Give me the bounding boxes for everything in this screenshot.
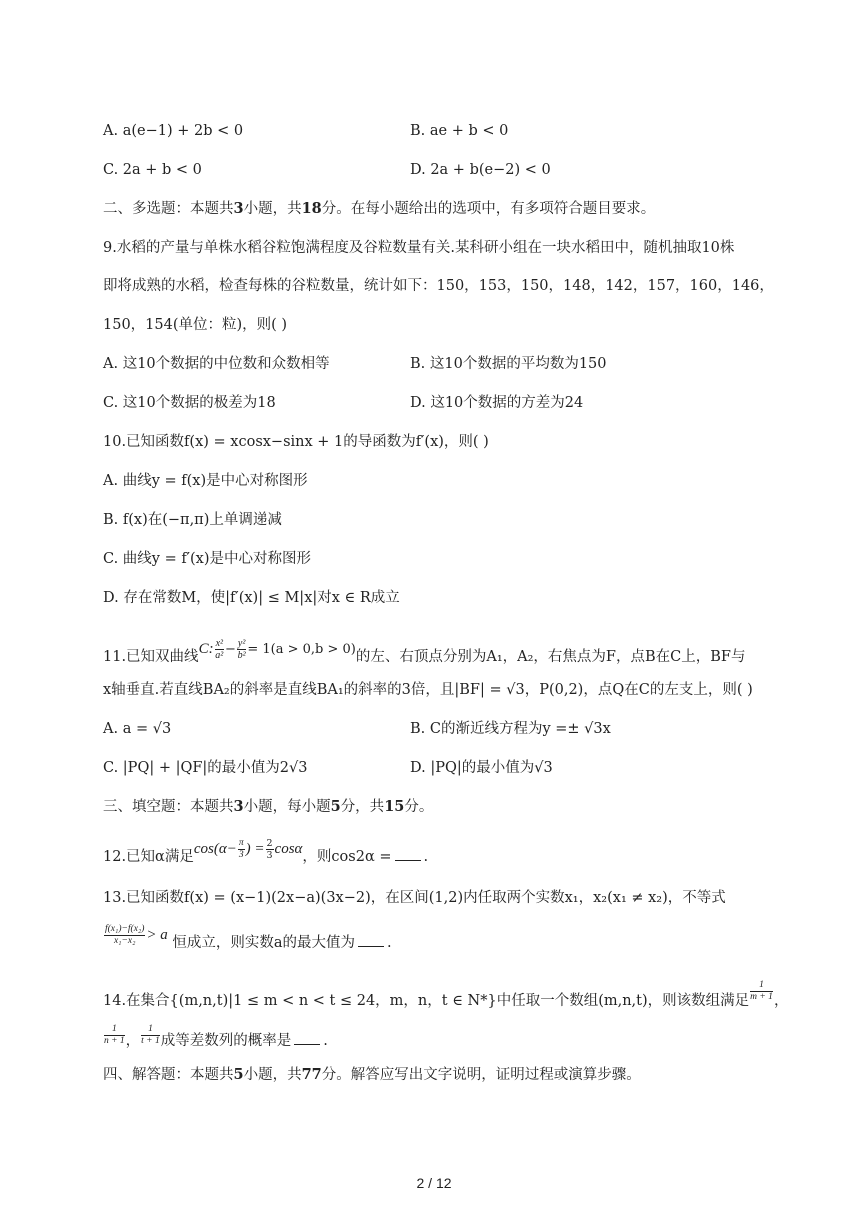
q10-option-c: C. 曲线y = f′(x)是中心对称图形 — [103, 551, 312, 567]
q9-stem-line-2: 即将成熟的水稻，检查每株的谷粒数量，统计如下：150，153，150，148，142，157，160，146， — [103, 278, 774, 294]
q11-stem-line-2: x轴垂直.若直线BA₂的斜率是直线BA₁的斜率的3倍，且|BF| = √3，P(0,2)，点Q在C的左支上，则( ) — [103, 682, 753, 698]
q14-stem-line-2: $\frac{1}{n + 1}$ ， $\frac{1}{t + 1}$ 成等差数列的概率是 . — [104, 1023, 328, 1049]
q11-option-b: B. C的渐近线方程为y =± √3x — [410, 721, 611, 737]
q11-option-d: D. |PQ|的最小值为√3 — [410, 760, 553, 776]
q10-option-a: A. 曲线y = f(x)是中心对称图形 — [103, 473, 308, 489]
q9-option-c: C. 这10个数据的极差为18 — [103, 395, 276, 411]
q9-stem-line-1: 9.水稻的产量与单株水稻谷粒饱满程度及谷粒数量有关.某科研小组在一块水稻田中，随机抽取10株 — [103, 240, 735, 256]
q14-stem-line-1: 14.在集合{(m,n,t)|1 ≤ m < n < t ≤ 24，m，n，t ∈ N*}中任取一个数组(m,n,t)，则该数组满足 $\frac{1}{m + 1}$ ， — [103, 979, 789, 1009]
q10-stem: 10.已知函数f(x) = xcosx−sinx + 1的导函数为f′(x)，则( ) — [103, 434, 489, 450]
q14-answer-blank — [294, 1030, 320, 1045]
q13-answer-blank — [358, 932, 384, 947]
section-2-heading: 二、多选题：本题共3小题，共18分。在每小题给出的选项中，有多项符合题目要求。 — [103, 200, 656, 217]
q10-option-d: D. 存在常数M，使|f′(x)| ≤ M|x|对x ∈ R成立 — [103, 590, 400, 606]
section-3-heading: 三、填空题：本题共3小题，每小题5分，共15分。 — [103, 798, 434, 815]
q12-answer-blank — [395, 846, 421, 861]
page-number: 2 / 12 — [416, 1175, 452, 1191]
q9-option-b: B. 这10个数据的平均数为150 — [410, 356, 607, 372]
q8-option-a: A. a(e−1) + 2b < 0 — [103, 123, 244, 139]
q13-stem-line-2: $\frac{\text{f(x₁)−f(x₂)}}{\text{x₁−x₂}}$ > a 恒成立，则实数a的最大值为 . — [105, 923, 392, 951]
section-4-heading: 四、解答题：本题共5小题，共77分。解答应写出文字说明，证明过程或演算步骤。 — [103, 1066, 641, 1083]
q9-option-a: A. 这10个数据的中位数和众数相等 — [103, 356, 330, 372]
q11-option-a: A. a = √3 — [103, 721, 172, 737]
q10-option-b: B. f(x)在(−π,π)上单调递减 — [103, 512, 282, 528]
q11-stem-line-1: 11.已知双曲线C: $\frac{\text{x²}}{\text{a²}}$ − $\frac{\text{y²}}{\text{b²}}$ = 1(a > 0,b > 0)的左、右顶点分别为A₁，A₂，右焦点为F，点B在C上，BF与 — [103, 638, 746, 665]
q8-option-c: C. 2a + b < 0 — [103, 162, 202, 178]
q9-option-d: D. 这10个数据的方差为24 — [410, 395, 584, 411]
q9-stem-line-3: 150，154(单位：粒)，则( ) — [103, 317, 288, 333]
q12-stem: 12.已知α满足cos(α− $\frac{\pi}{3}$ ) = $\frac{2}{3}$ cosα，则cos2α = . — [103, 837, 429, 865]
q8-option-b: B. ae + b < 0 — [410, 123, 509, 139]
q13-stem-line-1: 13.已知函数f(x) = (x−1)(2x−a)(3x−2)，在区间(1,2)内任取两个实数x₁，x₂(x₁ ≠ x₂)，不等式 — [103, 890, 726, 906]
q8-option-d: D. 2a + b(e−2) < 0 — [410, 162, 551, 178]
q11-option-c: C. |PQ| + |QF|的最小值为2√3 — [103, 760, 308, 776]
